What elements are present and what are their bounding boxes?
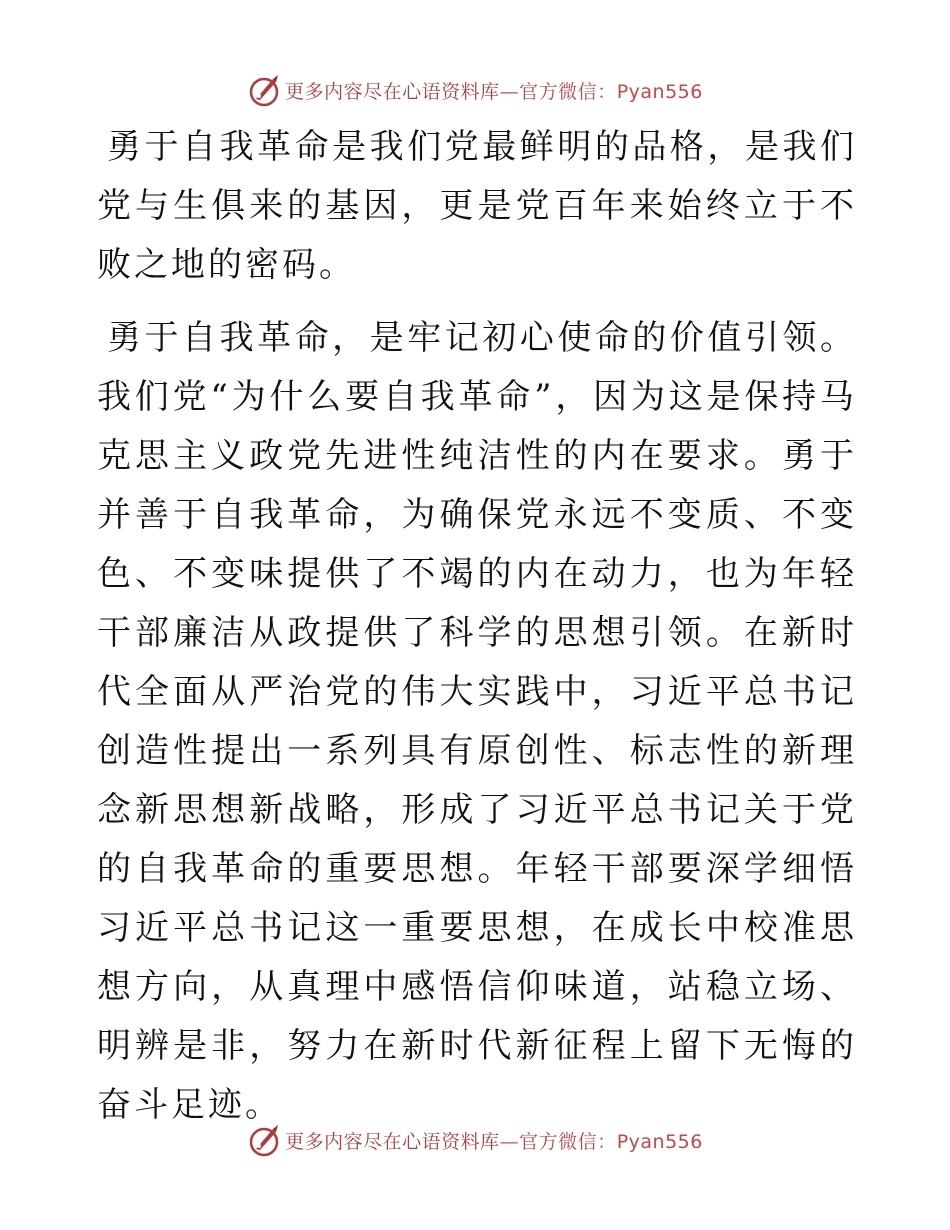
header-banner-text: [285, 77, 703, 104]
footer-banner-wechat-id: Pyan556: [616, 1130, 703, 1153]
header-banner: [0, 70, 950, 110]
footer-banner-text: [285, 1127, 703, 1154]
header-banner-separator: —: [499, 80, 520, 103]
footer-banner-main: 更多内容尽在心语资料库: [285, 1130, 500, 1153]
document-body: [97, 118, 857, 1149]
header-banner-wechat-id: Pyan556: [616, 80, 703, 103]
footer-banner-separator: —: [499, 1130, 520, 1153]
paragraph-1: 勇于自我革命是我们党最鲜明的品格，是我们党与生俱来的基因，更是党百年来始终立于不败之地的密码。: [97, 127, 857, 285]
quill-seal-icon: [247, 73, 281, 107]
header-banner-wechat-label: 官方微信：: [519, 80, 617, 103]
paragraph-2: 勇于自我革命，是牢记初心使命的价值引领。我们党“为什么要自我革命”，因为这是保持马克思主义政党先进性纯洁性的内在要求。勇于并善于自我革命，为确保党永远不变质、不变色、不变味提供了不竭的内在动力，也为年轻干部廉洁从政提供了科学的思想引领。在新时代全面从严治党的伟大实践中，习近平总书记创造性提出一系列具有原创性、标志性的新理念新思想新战略，形成了习近平总书记关于党的自我革命的重要思想。年轻干部要深学细悟习近平总书记这一重要思想，在成长中校准思想方向，从真理中感悟信仰味道，站稳立场、明辨是非，努力在新时代新征程上留下无悔的奋斗足迹。: [97, 318, 857, 1125]
footer-banner: [0, 1120, 950, 1160]
header-banner-main: 更多内容尽在心语资料库: [285, 80, 500, 103]
quill-seal-icon: [247, 1123, 281, 1157]
footer-banner-wechat-label: 官方微信：: [519, 1130, 617, 1153]
